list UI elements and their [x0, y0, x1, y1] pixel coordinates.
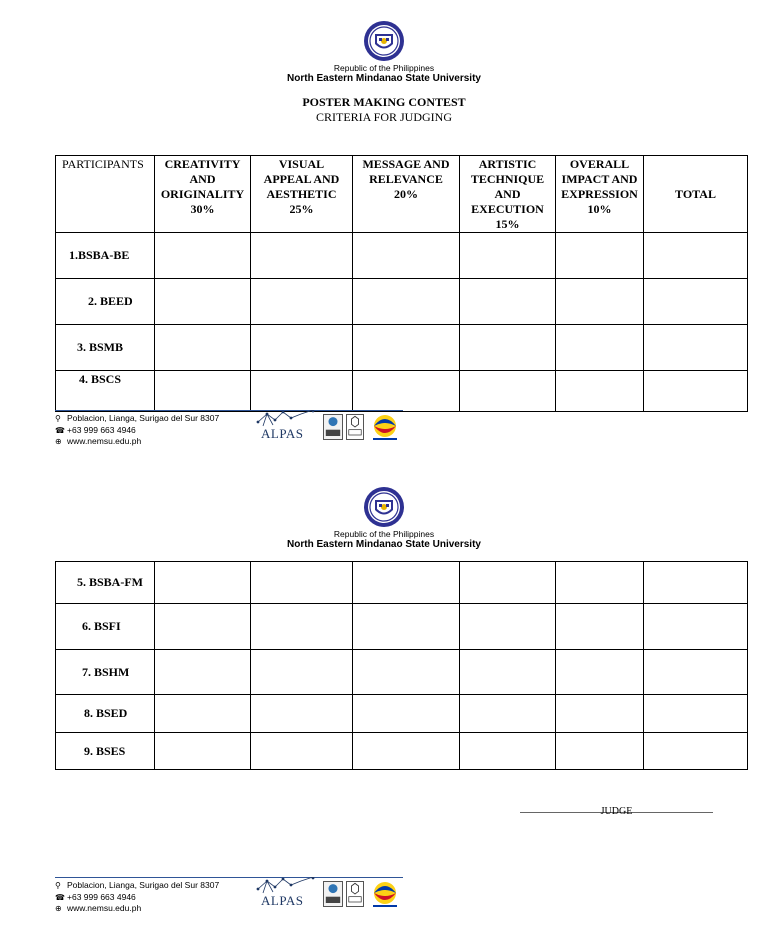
address-text: Poblacion, Lianga, Surigao del Sur 8307: [67, 413, 220, 423]
score-cell[interactable]: [460, 325, 556, 371]
participant-name: 6. BSFI: [56, 604, 155, 650]
score-cell[interactable]: [460, 650, 556, 695]
table-row: [56, 604, 748, 650]
score-cell[interactable]: [251, 233, 353, 279]
alpas-wordmark: ALPAS: [261, 893, 304, 908]
university-seal: [363, 486, 405, 528]
criteria-table-page2: [55, 561, 748, 770]
score-cell[interactable]: [353, 562, 460, 604]
ukas-cert-icon: [346, 414, 364, 440]
total-cell[interactable]: [644, 650, 748, 695]
page-footer: [55, 410, 403, 444]
table-row: [56, 695, 748, 733]
university-name: North Eastern Mindanao State University: [287, 73, 481, 84]
score-cell[interactable]: [556, 695, 644, 733]
score-cell[interactable]: [155, 325, 251, 371]
score-cell[interactable]: [155, 695, 251, 733]
phone-text: +63 999 663 4946: [67, 424, 136, 435]
website-link[interactable]: www.nemsu.edu.ph: [67, 903, 142, 913]
participant-name: 1.BSBA-BE: [56, 233, 155, 279]
university-name: North Eastern Mindanao State University: [287, 539, 481, 550]
participant-name: 4. BSCS: [56, 371, 155, 412]
score-cell[interactable]: [353, 650, 460, 695]
score-cell[interactable]: [556, 233, 644, 279]
participant-name: 7. BSHM: [56, 650, 155, 695]
iso-cert-icon: [323, 414, 343, 440]
participant-name: 5. BSBA-FM: [56, 562, 155, 604]
footer-rule: [55, 877, 403, 878]
participant-name: 9. BSES: [56, 733, 155, 770]
score-cell[interactable]: [556, 325, 644, 371]
creativity-header: CREATIVITY AND ORIGINALITY 30%: [155, 156, 251, 233]
total-cell[interactable]: [644, 604, 748, 650]
table-row: [56, 325, 748, 371]
globe-icon: ⊕: [55, 904, 62, 913]
score-cell[interactable]: [556, 371, 644, 412]
score-cell[interactable]: [353, 233, 460, 279]
total-cell[interactable]: [644, 695, 748, 733]
score-cell[interactable]: [556, 279, 644, 325]
contest-title: POSTER MAKING CONTEST: [302, 95, 466, 109]
location-pin-icon: ⚲: [55, 881, 61, 890]
score-cell[interactable]: [460, 233, 556, 279]
score-cell[interactable]: [556, 604, 644, 650]
total-cell[interactable]: [644, 279, 748, 325]
score-cell[interactable]: [155, 650, 251, 695]
score-cell[interactable]: [460, 279, 556, 325]
score-cell[interactable]: [353, 279, 460, 325]
score-cell[interactable]: [155, 562, 251, 604]
total-cell[interactable]: [644, 325, 748, 371]
score-cell[interactable]: [251, 604, 353, 650]
score-cell[interactable]: [155, 371, 251, 412]
criteria-table-page1: [55, 155, 748, 412]
message-header: MESSAGE AND RELEVANCE 20%: [353, 156, 460, 233]
location-pin-icon: ⚲: [55, 414, 61, 423]
score-cell[interactable]: [556, 733, 644, 770]
table-row: [56, 650, 748, 695]
score-cell[interactable]: [155, 604, 251, 650]
score-cell[interactable]: [251, 371, 353, 412]
participant-name: 3. BSMB: [56, 325, 155, 371]
score-cell[interactable]: [251, 325, 353, 371]
score-cell[interactable]: [155, 233, 251, 279]
score-cell[interactable]: [251, 279, 353, 325]
bagong-pilipinas-logo-icon: [370, 414, 400, 442]
participant-name: 2. BEED: [56, 279, 155, 325]
score-cell[interactable]: [460, 562, 556, 604]
address-text: Poblacion, Lianga, Surigao del Sur 8307: [67, 880, 220, 890]
participant-name: 8. BSED: [56, 695, 155, 733]
total-header: TOTAL: [644, 156, 748, 233]
phone-icon: ☎: [55, 425, 65, 435]
score-cell[interactable]: [460, 604, 556, 650]
score-cell[interactable]: [353, 733, 460, 770]
overall-impact-header: OVERALL IMPACT AND EXPRESSION 10%: [556, 156, 644, 233]
total-cell[interactable]: [644, 233, 748, 279]
republic-heading: Republic of the Philippines: [333, 529, 435, 539]
nemsu-seal-icon: [363, 20, 405, 62]
artistic-header: ARTISTIC TECHNIQUE AND EXECUTION 15%: [460, 156, 556, 233]
contact-info: [55, 880, 219, 915]
website-link[interactable]: www.nemsu.edu.ph: [67, 436, 142, 446]
score-cell[interactable]: [251, 562, 353, 604]
contest-subtitle: CRITERIA FOR JUDGING: [315, 110, 452, 124]
nemsu-seal-icon: [363, 486, 405, 528]
judge-label: JUDGE: [600, 806, 633, 817]
score-cell[interactable]: [155, 279, 251, 325]
score-cell[interactable]: [556, 650, 644, 695]
republic-heading: Republic of the Philippines: [333, 63, 435, 73]
score-cell[interactable]: [460, 733, 556, 770]
table-row: [56, 733, 748, 770]
iso-cert-icon: [323, 881, 343, 907]
score-cell[interactable]: [556, 562, 644, 604]
bagong-pilipinas-logo-icon: [370, 881, 400, 909]
ukas-cert-icon: [346, 881, 364, 907]
header-row: [56, 156, 748, 233]
score-cell[interactable]: [460, 371, 556, 412]
score-cell[interactable]: [353, 604, 460, 650]
participants-header: PARTICIPANTS: [56, 156, 155, 233]
score-cell[interactable]: [353, 371, 460, 412]
university-seal: [363, 20, 405, 62]
table-row: [56, 562, 748, 604]
score-cell[interactable]: [251, 650, 353, 695]
table-row: [56, 233, 748, 279]
table-row: [56, 371, 748, 412]
visual-appeal-header: VISUAL APPEAL AND AESTHETIC 25%: [251, 156, 353, 233]
score-cell[interactable]: [353, 695, 460, 733]
table-row: [56, 279, 748, 325]
contact-info: [55, 413, 219, 448]
score-cell[interactable]: [353, 325, 460, 371]
footer-rule: [55, 410, 403, 411]
score-cell[interactable]: [251, 695, 353, 733]
score-cell[interactable]: [251, 733, 353, 770]
alpas-wordmark: ALPAS: [261, 426, 304, 441]
phone-text: +63 999 663 4946: [67, 891, 136, 902]
total-cell[interactable]: [644, 562, 748, 604]
total-cell[interactable]: [644, 733, 748, 770]
score-cell[interactable]: [460, 695, 556, 733]
phone-icon: ☎: [55, 892, 65, 902]
globe-icon: ⊕: [55, 437, 62, 446]
page-footer: [55, 877, 403, 911]
score-cell[interactable]: [155, 733, 251, 770]
total-cell[interactable]: [644, 371, 748, 412]
